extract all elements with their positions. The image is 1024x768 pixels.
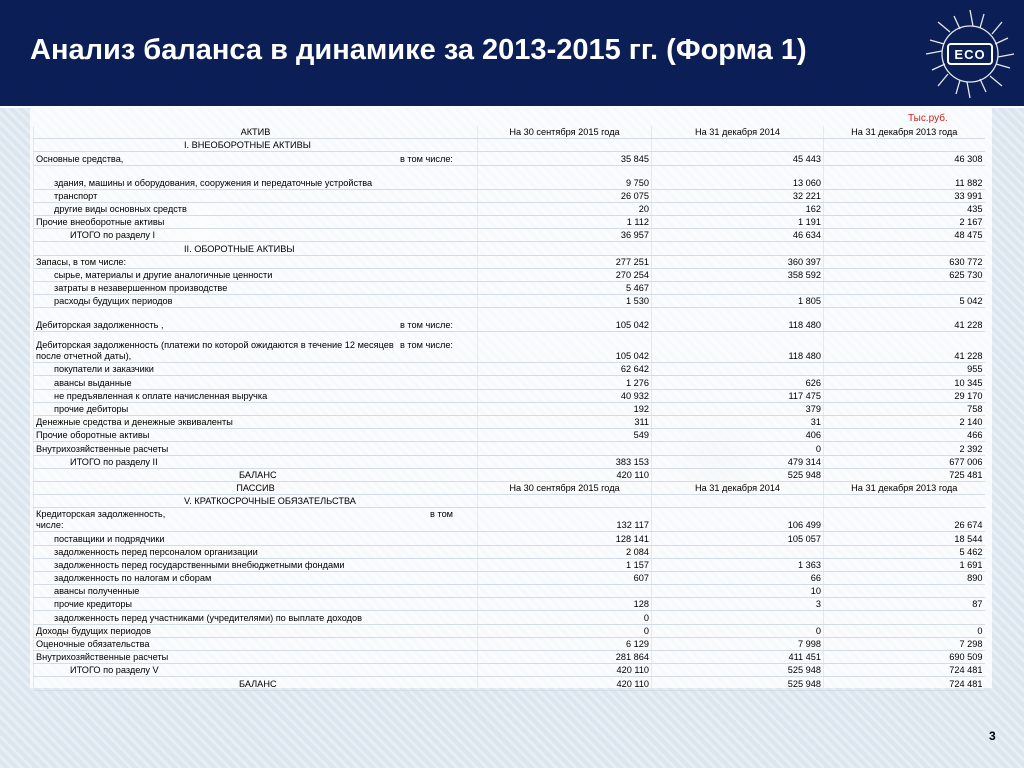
row-label-text: Основные средства, xyxy=(36,153,124,164)
value-col-3: 2 167 xyxy=(824,215,985,228)
header-col-3: На 31 декабря 2013 года xyxy=(824,126,985,139)
value-col-2: 360 397 xyxy=(652,255,824,268)
value-col-1: 420 110 xyxy=(478,664,652,677)
empty-cell xyxy=(478,495,652,508)
page-number: 3 xyxy=(989,729,996,743)
value-col-2: 1 191 xyxy=(652,215,824,228)
row-label: Прочие внеоборотные активы xyxy=(34,215,478,228)
value-col-2: 66 xyxy=(652,571,824,584)
header-col-2: На 31 декабря 2014 xyxy=(652,126,824,139)
table-row xyxy=(34,255,985,268)
value-col-3: 29 170 xyxy=(824,389,985,402)
value-col-2: 379 xyxy=(652,402,824,415)
value-col-1: 128 xyxy=(478,598,652,611)
company-logo-icon xyxy=(918,2,1022,106)
value-col-1: 26 075 xyxy=(478,189,652,202)
value-col-2: 0 xyxy=(652,442,824,455)
table-row xyxy=(34,455,985,468)
svg-text:ECO: ECO xyxy=(954,47,986,62)
value-col-1: 281 864 xyxy=(478,651,652,664)
value-col-1: 0 xyxy=(478,611,652,624)
value-col-2: 7 998 xyxy=(652,637,824,650)
value-col-3: 724 481 xyxy=(824,677,985,690)
row-label: ИТОГО по разделу I xyxy=(34,229,478,242)
table-row xyxy=(34,202,985,215)
table-row xyxy=(34,281,985,294)
value-col-1: 20 xyxy=(478,202,652,215)
empty-cell xyxy=(652,242,824,255)
row-label xyxy=(34,332,478,363)
value-col-1: 40 932 xyxy=(478,389,652,402)
value-col-1: 1 112 xyxy=(478,215,652,228)
header-col-3: На 31 декабря 2013 года xyxy=(824,481,985,494)
section-title: I. ВНЕОБОРОТНЫЕ АКТИВЫ xyxy=(34,139,478,152)
value-col-1: 9 750 xyxy=(478,165,652,189)
value-col-1: 270 254 xyxy=(478,268,652,281)
row-label: Прочие оборотные активы xyxy=(34,429,478,442)
value-col-3: 690 509 xyxy=(824,651,985,664)
value-col-1 xyxy=(478,442,652,455)
table-row xyxy=(34,624,985,637)
value-col-2: 118 480 xyxy=(652,308,824,332)
table-row xyxy=(34,152,985,165)
value-col-3: 630 772 xyxy=(824,255,985,268)
section-title: V. КРАТКОСРОЧНЫЕ ОБЯЗАТЕЛЬСТВА xyxy=(34,495,478,508)
value-col-2: 45 443 xyxy=(652,152,824,165)
row-label: не предъявленная к оплате начисленная выручка xyxy=(34,389,478,402)
value-col-1: 420 110 xyxy=(478,677,652,690)
value-col-1: 36 957 xyxy=(478,229,652,242)
value-col-1 xyxy=(478,585,652,598)
value-col-1: 383 153 xyxy=(478,455,652,468)
empty-cell xyxy=(824,495,985,508)
value-col-3: 48 475 xyxy=(824,229,985,242)
row-label xyxy=(34,308,478,332)
value-col-1: 105 042 xyxy=(478,332,652,363)
row-label-sub: в том xyxy=(430,509,453,520)
table-row xyxy=(34,585,985,598)
value-col-2: 46 634 xyxy=(652,229,824,242)
header-label: АКТИВ xyxy=(34,126,478,139)
value-col-2: 106 499 xyxy=(652,508,824,532)
value-col-3: 41 228 xyxy=(824,332,985,363)
unit-label: Тыс.руб. xyxy=(908,113,948,124)
row-label: затраты в незавершенном производстве xyxy=(34,281,478,294)
table-row xyxy=(34,363,985,376)
row-label-sub: в том числе: xyxy=(399,320,453,331)
table-row xyxy=(34,215,985,228)
table-row xyxy=(34,677,985,690)
row-label: поставщики и подрядчики xyxy=(34,532,478,545)
table-header-row xyxy=(34,126,985,139)
value-col-1: 0 xyxy=(478,624,652,637)
header-label: ПАССИВ xyxy=(34,481,478,494)
row-label: БАЛАНС xyxy=(34,677,478,690)
empty-cell xyxy=(478,242,652,255)
value-col-2: 525 948 xyxy=(652,468,824,481)
value-col-2: 525 948 xyxy=(652,664,824,677)
value-col-2: 358 592 xyxy=(652,268,824,281)
header-col-1: На 30 сентября 2015 года xyxy=(478,126,652,139)
value-col-3: 5 462 xyxy=(824,545,985,558)
value-col-2: 117 475 xyxy=(652,389,824,402)
value-col-1: 277 251 xyxy=(478,255,652,268)
value-col-3: 0 xyxy=(824,624,985,637)
value-col-2: 31 xyxy=(652,416,824,429)
row-label: задолженность по налогам и сборам xyxy=(34,571,478,584)
value-col-3: 955 xyxy=(824,363,985,376)
table-row xyxy=(34,611,985,624)
table-header-row xyxy=(34,481,985,494)
value-col-1: 132 117 xyxy=(478,508,652,532)
row-label: Денежные средства и денежные эквиваленты xyxy=(34,416,478,429)
value-col-1: 607 xyxy=(478,571,652,584)
value-col-2: 626 xyxy=(652,376,824,389)
row-label: здания, машины и оборудования, сооружения и передаточные устройства xyxy=(34,165,478,189)
value-col-3: 10 345 xyxy=(824,376,985,389)
value-col-2: 1 805 xyxy=(652,295,824,308)
value-col-3: 625 730 xyxy=(824,268,985,281)
row-label: Внутрихозяйственные расчеты xyxy=(34,442,478,455)
row-label: прочие кредиторы xyxy=(34,598,478,611)
value-col-1: 105 042 xyxy=(478,308,652,332)
value-col-1: 6 129 xyxy=(478,637,652,650)
value-col-2 xyxy=(652,281,824,294)
row-label-sub: в том числе: xyxy=(399,340,453,351)
row-label-text: Кредиторская задолженность, xyxy=(36,509,166,520)
row-label: расходы будущих периодов xyxy=(34,295,478,308)
table-row xyxy=(34,637,985,650)
row-label xyxy=(34,152,478,165)
value-col-2: 3 xyxy=(652,598,824,611)
value-col-3: 1 691 xyxy=(824,558,985,571)
value-col-3: 87 xyxy=(824,598,985,611)
table-row xyxy=(34,468,985,481)
value-col-1: 311 xyxy=(478,416,652,429)
value-col-2: 118 480 xyxy=(652,332,824,363)
value-col-2: 32 221 xyxy=(652,189,824,202)
row-label: БАЛАНС xyxy=(34,468,478,481)
table-row xyxy=(34,429,985,442)
value-col-2 xyxy=(652,545,824,558)
table-row xyxy=(34,571,985,584)
row-label: Внутрихозяйственные расчеты xyxy=(34,651,478,664)
value-col-2 xyxy=(652,363,824,376)
value-col-2: 525 948 xyxy=(652,677,824,690)
value-col-1: 128 141 xyxy=(478,532,652,545)
value-col-3: 890 xyxy=(824,571,985,584)
row-label-text-2: числе: xyxy=(36,520,64,531)
section-row xyxy=(34,495,985,508)
row-label: задолженность перед персоналом организации xyxy=(34,545,478,558)
table-row xyxy=(34,598,985,611)
value-col-3: 11 882 xyxy=(824,165,985,189)
value-col-1: 192 xyxy=(478,402,652,415)
table-row xyxy=(34,229,985,242)
value-col-3: 5 042 xyxy=(824,295,985,308)
value-col-1: 5 467 xyxy=(478,281,652,294)
table-row xyxy=(34,558,985,571)
value-col-3: 435 xyxy=(824,202,985,215)
value-col-2: 105 057 xyxy=(652,532,824,545)
value-col-3 xyxy=(824,281,985,294)
table-row xyxy=(34,664,985,677)
value-col-1: 62 642 xyxy=(478,363,652,376)
row-label-text: Дебиторская задолженность , xyxy=(36,320,164,331)
row-label: задолженность перед государственными внебюджетными фондами xyxy=(34,558,478,571)
row-label: Оценочные обязательства xyxy=(34,637,478,650)
value-col-3: 46 308 xyxy=(824,152,985,165)
row-label: Запасы, в том числе: xyxy=(34,255,478,268)
table-row xyxy=(34,416,985,429)
value-col-3: 26 674 xyxy=(824,508,985,532)
value-col-1: 1 530 xyxy=(478,295,652,308)
row-label xyxy=(34,508,478,532)
slide-header xyxy=(0,0,1024,108)
value-col-3: 7 298 xyxy=(824,637,985,650)
row-label: Доходы будущих периодов xyxy=(34,624,478,637)
row-label: транспорт xyxy=(34,189,478,202)
row-label: другие виды основных средств xyxy=(34,202,478,215)
table-row xyxy=(34,651,985,664)
value-col-1: 1 157 xyxy=(478,558,652,571)
value-col-3: 724 481 xyxy=(824,664,985,677)
value-col-2: 479 314 xyxy=(652,455,824,468)
slide-title: Анализ баланса в динамике за 2013-2015 гг. (Форма 1) xyxy=(30,34,807,66)
value-col-2: 1 363 xyxy=(652,558,824,571)
row-label: ИТОГО по разделу V xyxy=(34,664,478,677)
value-col-3: 18 544 xyxy=(824,532,985,545)
value-col-3: 725 481 xyxy=(824,468,985,481)
row-label: авансы выданные xyxy=(34,376,478,389)
value-col-2: 162 xyxy=(652,202,824,215)
section-row xyxy=(34,139,985,152)
header-col-2: На 31 декабря 2014 xyxy=(652,481,824,494)
value-col-3: 758 xyxy=(824,402,985,415)
value-col-3: 2 140 xyxy=(824,416,985,429)
table-row xyxy=(34,545,985,558)
header-col-1: На 30 сентября 2015 года xyxy=(478,481,652,494)
row-label: прочие дебиторы xyxy=(34,402,478,415)
section-row xyxy=(34,242,985,255)
value-col-1: 35 845 xyxy=(478,152,652,165)
section-title: II. ОБОРОТНЫЕ АКТИВЫ xyxy=(34,242,478,255)
table-row xyxy=(34,508,985,532)
empty-cell xyxy=(824,242,985,255)
table-row xyxy=(34,376,985,389)
row-label-sub: в том числе: xyxy=(399,153,453,164)
balance-table xyxy=(33,126,985,691)
value-col-2: 411 451 xyxy=(652,651,824,664)
table-row xyxy=(34,332,985,363)
row-label: ИТОГО по разделу II xyxy=(34,455,478,468)
empty-cell xyxy=(652,139,824,152)
value-col-2 xyxy=(652,611,824,624)
row-label: авансы полученные xyxy=(34,585,478,598)
value-col-2: 13 060 xyxy=(652,165,824,189)
table-row xyxy=(34,268,985,281)
table-row xyxy=(34,532,985,545)
row-label: сырье, материалы и другие аналогичные ценности xyxy=(34,268,478,281)
value-col-1: 2 084 xyxy=(478,545,652,558)
value-col-3: 677 006 xyxy=(824,455,985,468)
row-label: задолженность перед участниками (учредителями) по выплате доходов xyxy=(34,611,478,624)
table-row xyxy=(34,308,985,332)
value-col-2: 0 xyxy=(652,624,824,637)
table-row xyxy=(34,402,985,415)
value-col-1: 549 xyxy=(478,429,652,442)
table-row xyxy=(34,189,985,202)
table-row xyxy=(34,442,985,455)
table-row xyxy=(34,295,985,308)
row-label-text: Дебиторская задолженность (платежи по которой ожидаются в течение 12 месяцев после отчетной даты), xyxy=(36,340,394,362)
value-col-2: 10 xyxy=(652,585,824,598)
empty-cell xyxy=(478,139,652,152)
empty-cell xyxy=(652,495,824,508)
value-col-3: 41 228 xyxy=(824,308,985,332)
empty-cell xyxy=(824,139,985,152)
row-label: покупатели и заказчики xyxy=(34,363,478,376)
value-col-2: 406 xyxy=(652,429,824,442)
table-row xyxy=(34,389,985,402)
value-col-1: 420 110 xyxy=(478,468,652,481)
table-row xyxy=(34,165,985,189)
value-col-3: 2 392 xyxy=(824,442,985,455)
value-col-3 xyxy=(824,611,985,624)
value-col-3 xyxy=(824,585,985,598)
value-col-1: 1 276 xyxy=(478,376,652,389)
value-col-3: 466 xyxy=(824,429,985,442)
value-col-3: 33 991 xyxy=(824,189,985,202)
